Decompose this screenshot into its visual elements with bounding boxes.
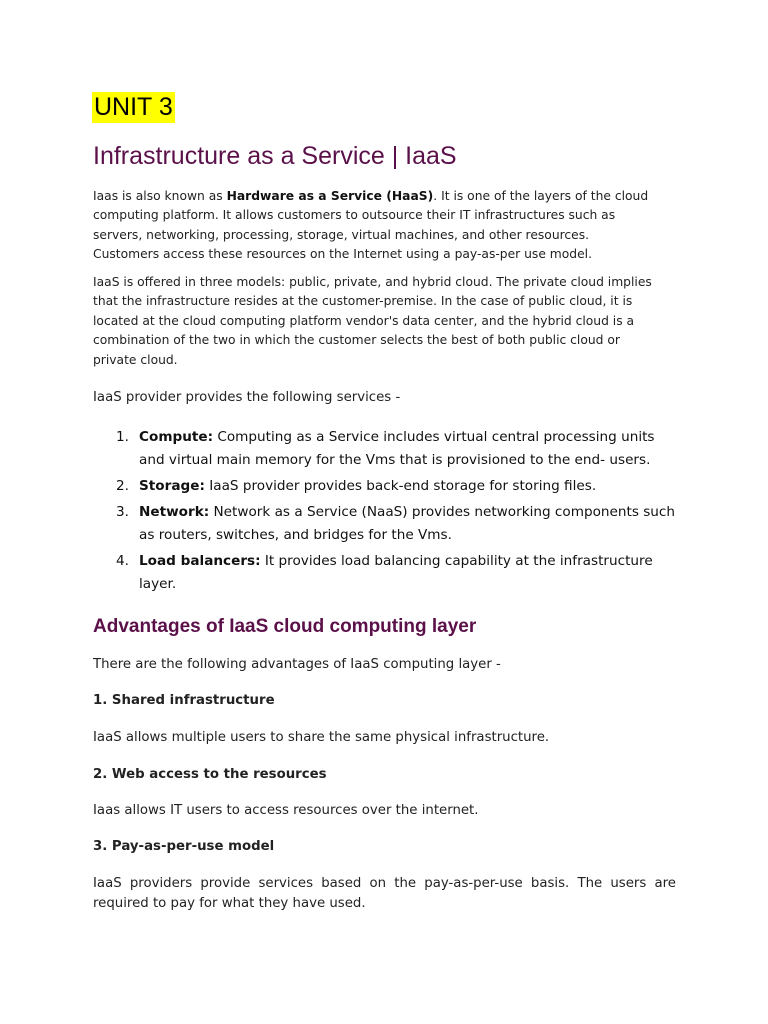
service-item-storage [93,475,678,498]
service-number: 4. [116,553,129,569]
service-term: Storage: [139,478,205,494]
service-description: Computing as a Service includes virtual central processing units and virtual main memory for the Vms that is provisioned to the end- users. [139,429,655,468]
service-term: Network: [139,504,210,520]
services-intro: IaaS provider provides the following services - [93,390,401,405]
intro-paragraph [93,187,653,265]
advantage-text-pay-per-use: IaaS providers provide services based on the pay-as-per-use basis. The users are required to pay for what they have used. [93,876,676,911]
service-number: 3. [116,504,129,520]
service-term: Load balancers: [139,553,261,569]
service-item-network [93,501,678,547]
advantage-text-shared: IaaS allows multiple users to share the same physical infrastructure. [93,730,550,745]
service-item-load-balancers [93,550,678,596]
service-description: Network as a Service (NaaS) provides networking components such as routers, switches, and bridges for the Vms. [139,504,676,543]
advantage-text-web-access: Iaas allows IT users to access resources over the internet. [93,803,479,818]
service-description: It provides load balancing capability at the infrastructure layer. [139,553,653,592]
service-number: 2. [116,478,129,494]
service-term: Compute: [139,429,214,445]
intro-text-start: Iaas is also known as [93,189,227,203]
advantage-heading-web-access: 2. Web access to the resources [93,767,327,782]
services-list [93,426,678,599]
service-description: IaaS provider provides back-end storage for storing files. [204,478,597,494]
intro-text-end: . It is one of the layers of the cloud computing platform. It allows customers to outsource their IT infrastructures such as servers, networking, processing, storage, virtual machines, and other resources. Customers access these resources on the Internet using a pay-as-per use model. [93,189,649,262]
unit-label: UNIT 3 [94,93,173,121]
service-number: 1. [116,429,129,445]
advantages-heading: Advantages of IaaS cloud computing layer [93,616,477,637]
advantage-heading-pay-per-use: 3. Pay-as-per-use model [93,839,275,854]
advantage-heading-shared: 1. Shared infrastructure [93,693,275,708]
page-title: Infrastructure as a Service | IaaS [93,142,457,170]
models-paragraph: IaaS is offered in three models: public, private, and hybrid cloud. The private cloud implies that the infrastructure resides at the customer-premise. In the case of public cloud, it is located at the cloud computing platform vendor's data center, and the hybrid cloud is a combination of the two in which the customer selects the best of both public cloud or private cloud. [93,275,652,367]
advantages-intro: There are the following advantages of IaaS computing layer - [93,657,501,672]
service-item-compute [93,426,678,472]
haas-term: Hardware as a Service (HaaS) [226,189,434,203]
